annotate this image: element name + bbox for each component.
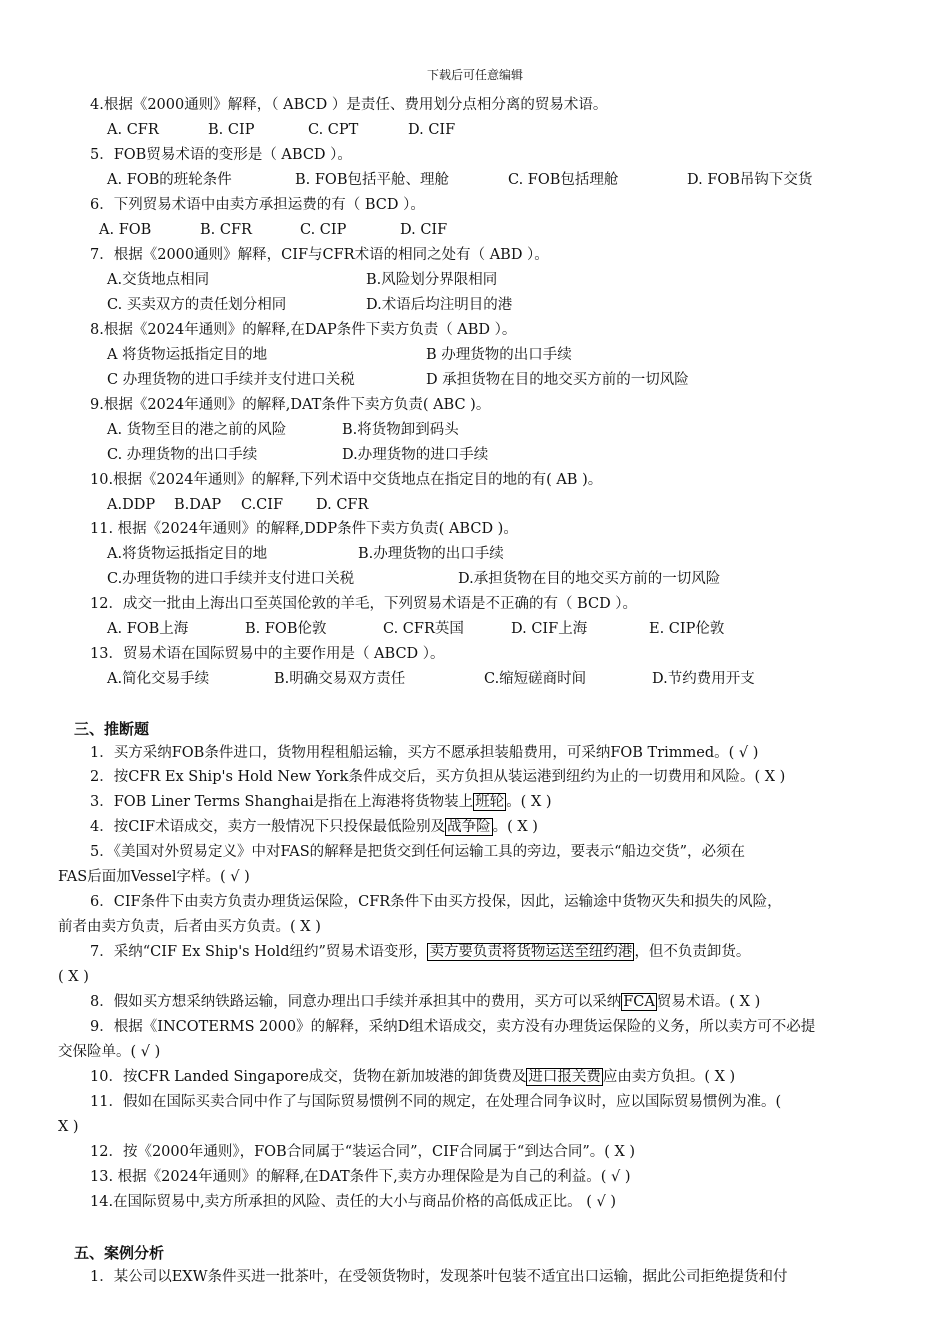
option: B.办理货物的出口手续 [358, 546, 504, 562]
option: B. FOB包括平舱、理舱 [295, 172, 449, 188]
question-5: 5．FOB贸易术语的变形是（ ABCD ）。 [90, 147, 352, 163]
option: D.承担货物在目的地交买方前的一切风险 [458, 571, 721, 587]
question-8: 8.根据《2024年通则》的解释,在DAP条件下卖方负责（ ABD ）。 [90, 322, 517, 338]
option: C. CPT [308, 122, 359, 138]
judge-item-7-line-1 [90, 943, 750, 961]
question-10: 10.根据《2024年通则》的解释,下列术语中交货地点在指定目的地的有( AB )。 [90, 472, 603, 488]
option: A. FOB [99, 222, 152, 238]
judge-item-6-line-2: 前者由卖方负责，后者由买方负责。( X ) [58, 919, 321, 935]
question-6: 6．下列贸易术语中由卖方承担运费的有（ BCD ）。 [90, 197, 425, 213]
question-4: 4.根据《2000通则》解释，（ ABCD ）是责任、费用划分点相分离的贸易术语。 [90, 97, 608, 113]
section-heading-judge: 三、推断题 [74, 720, 150, 738]
question-11: 11. 根据《2024年通则》的解释,DDP条件下卖方负责( ABCD )。 [90, 521, 518, 537]
judge-item-5-line-2: FAS后面加Vessel字样。( √ ) [58, 869, 250, 885]
option: D.办理货物的进口手续 [342, 447, 489, 463]
option: D 承担货物在目的地交买方前的一切风险 [426, 372, 689, 388]
option: A. CFR [107, 122, 159, 138]
option: A.交货地点相同 [107, 272, 210, 288]
option: C. 办理货物的出口手续 [107, 447, 258, 463]
judge-item-3 [90, 793, 552, 811]
section-heading-case: 五、案例分析 [74, 1244, 165, 1262]
judge-item-6-line-1: 6．CIF条件下由卖方负责办理货运保险，CFR条件下由买方投保，因此，运输途中货物灭失和损失的风险， [90, 894, 782, 910]
option: B.将货物卸到码头 [342, 422, 459, 438]
judge-item-4 [90, 818, 538, 836]
option: C.CIF [241, 497, 284, 513]
option: A. FOB上海 [107, 621, 189, 637]
option: C.缩短磋商时间 [484, 671, 587, 687]
judge-item-14: 14.在国际贸易中,卖方所承担的风险、责任的大小与商品价格的高低成正比。 ( √ ) [90, 1194, 617, 1210]
boxed-term: 进口报关费 [528, 1069, 601, 1085]
text: ，但不负责卸货。 [634, 944, 751, 960]
option: B 办理货物的出口手续 [426, 347, 572, 363]
boxed-term: 战争险 [447, 819, 491, 835]
option: B.明确交易双方责任 [274, 671, 406, 687]
judge-item-9-line-2: 交保险单。( √ ) [58, 1044, 161, 1060]
option: D. CIF [400, 222, 448, 238]
option: C.办理货物的进口手续并支付进口关税 [107, 571, 355, 587]
option: D.术语后均注明目的港 [366, 297, 513, 313]
text: 7．采纳“CIF Ex Ship's Hold纽约”贸易术语变形， [90, 944, 428, 960]
judge-item-8 [90, 993, 760, 1011]
judge-item-9-line-1: 9．根据《INCOTERMS 2000》的解释，采纳D组术语成交，卖方没有办理货运保险的义务，所以卖方可不必提 [90, 1019, 816, 1035]
page-header: 下载后可任意编辑 [426, 68, 523, 82]
option: D. CFR [316, 497, 369, 513]
question-12: 12．成交一批由上海出口至英国伦敦的羊毛，下列贸易术语是不正确的有（ BCD ）。 [90, 596, 638, 612]
judge-item-1: 1．买方采纳FOB条件进口，货物用程租船运输，买方不愿承担装船费用，可采纳FOB Trimmed。( √ ) [90, 745, 759, 761]
option: C. FOB包括理舱 [508, 172, 619, 188]
judge-item-5-line-1: 5．《美国对外贸易定义》中对FAS的解释是把货交到任何运输工具的旁边，要表示“船边交货”，必须在 [90, 844, 746, 860]
option: C. CIP [300, 222, 347, 238]
option: A.简化交易手续 [107, 671, 210, 687]
option: D. FOB吊钩下交货 [687, 172, 813, 188]
option: B. FOB伦敦 [245, 621, 327, 637]
option: A. 货物至目的港之前的风险 [107, 422, 287, 438]
text: 贸易术语。( X ) [656, 994, 761, 1010]
option: C 办理货物的进口手续并支付进口关税 [107, 372, 355, 388]
option: A. FOB的班轮条件 [107, 172, 232, 188]
question-13: 13．贸易术语在国际贸易中的主要作用是（ ABCD ）。 [90, 646, 445, 662]
judge-item-13: 13. 根据《2024年通则》的解释,在DAT条件下,卖方办理保险是为自己的利益。( √ ) [90, 1169, 631, 1185]
judge-item-2: 2．按CFR Ex Ship's Hold New York条件成交后，买方负担从装运港到纽约为止的一切费用和风险。( X ) [90, 769, 786, 785]
option: A 将货物运抵指定目的地 [107, 347, 268, 363]
option: D. CIF [408, 122, 456, 138]
option: B. CIP [208, 122, 255, 138]
option: C. CFR英国 [383, 621, 464, 637]
text: 应由卖方负担。( X ) [602, 1069, 736, 1085]
option: A.将货物运抵指定目的地 [107, 546, 268, 562]
boxed-term: 班轮 [475, 794, 505, 810]
text: 10．按CFR Landed Singapore成交，货物在新加坡港的卸货费及 [90, 1069, 527, 1085]
option: C. 买卖双方的责任划分相同 [107, 297, 287, 313]
judge-item-7-line-2: ( X ) [58, 969, 89, 985]
text: 。( X ) [506, 794, 552, 810]
case-item-1: 1．某公司以EXW条件买进一批茶叶，在受领货物时，发现茶叶包装不适宜出口运输，据此公司拒绝提货和付 [90, 1269, 788, 1285]
question-9: 9.根据《2024年通则》的解释,DAT条件下卖方负责( ABC )。 [90, 397, 491, 413]
option: E. CIP伦敦 [649, 621, 725, 637]
boxed-term: 卖方要负责将货物运送至纽约港 [429, 944, 633, 960]
option: B.风险划分界限相同 [366, 272, 498, 288]
option: B.DAP [174, 497, 222, 513]
option: D. CIF上海 [511, 621, 588, 637]
text: 3．FOB Liner Terms Shanghai是指在上海港将货物装上 [90, 794, 474, 810]
judge-item-12: 12．按《2000年通则》，FOB合同属于“装运合同”，CIF合同属于“到达合同”。( X ) [90, 1144, 636, 1160]
boxed-term: FCA [623, 994, 655, 1010]
text: 8．假如买方想采纳铁路运输，同意办理出口手续并承担其中的费用，买方可以采纳 [90, 994, 622, 1010]
judge-item-11-line-2: X ) [58, 1119, 79, 1135]
judge-item-10 [90, 1068, 735, 1086]
judge-item-11-line-1: 11．假如在国际买卖合同中作了与国际贸易惯例不同的规定，在处理合同争议时，应以国际贸易惯例为准。( [90, 1094, 782, 1110]
option: D.节约费用开支 [652, 671, 755, 687]
option: A.DDP [107, 497, 156, 513]
text: 4．按CIF术语成交，卖方一般情况下只投保最低险别及 [90, 819, 446, 835]
question-7: 7．根据《2000通则》解释，CIF与CFR术语的相同之处有（ ABD ）。 [90, 247, 549, 263]
option: B. CFR [200, 222, 252, 238]
text: 。( X ) [492, 819, 538, 835]
